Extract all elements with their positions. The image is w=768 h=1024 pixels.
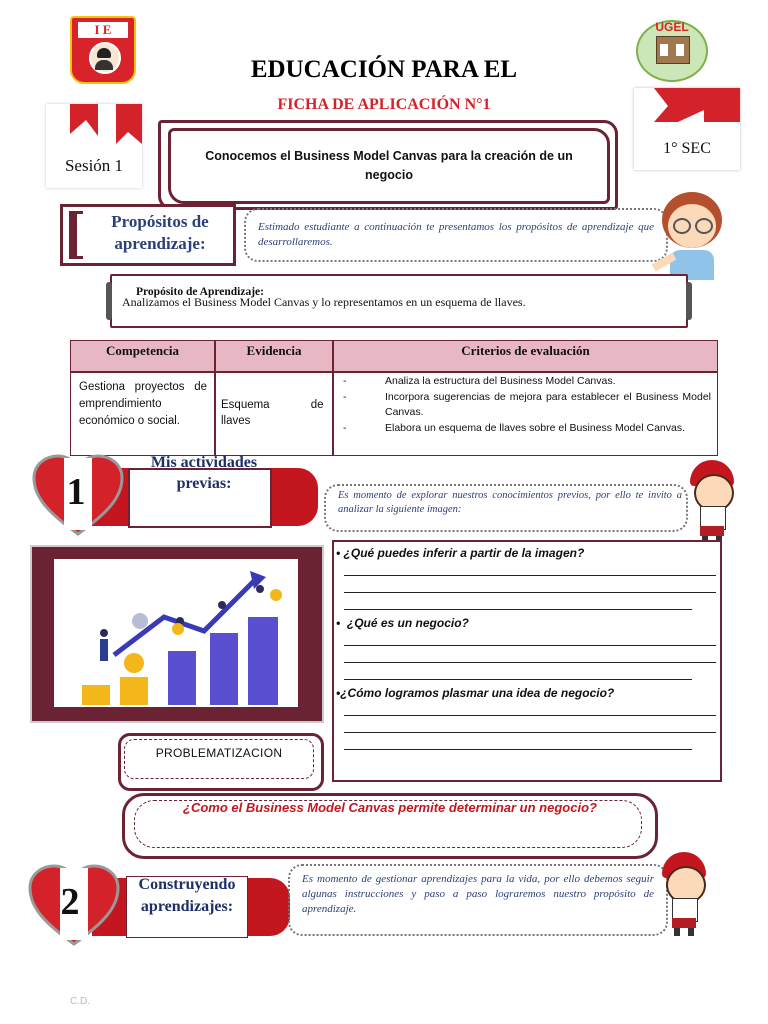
purposes-intro: Estimado estudiante a continuación te presentamos los propósitos de aprendizaje que desarrollaremos. bbox=[258, 221, 654, 248]
boy-avatar bbox=[652, 188, 732, 282]
answer-line[interactable] bbox=[344, 575, 716, 576]
answer-line[interactable] bbox=[344, 645, 716, 646]
session-label: Sesión 1 bbox=[64, 156, 124, 175]
cell-evidencia: Esquema de llaves bbox=[221, 399, 324, 427]
criterio-item: - Analiza la estructura del Business Model Canvas. bbox=[343, 375, 616, 387]
grade-badge bbox=[634, 88, 740, 170]
section1-intro: Es momento de explorar nuestros conocimientos previos, por ello te invito a analizar la siguiente imagen: bbox=[338, 490, 682, 515]
section2-intro-box bbox=[288, 864, 668, 936]
topic-box bbox=[168, 128, 610, 204]
problem-label: PROBLEMATIZACION bbox=[155, 746, 283, 760]
table-header-criterios: Criterios de evaluación bbox=[461, 343, 590, 358]
answer-line[interactable] bbox=[344, 679, 692, 680]
section1-title: Mis actividades previas: bbox=[150, 454, 258, 492]
purpose-box-text: Analizamos el Business Model Canvas y lo representamos en un esquema de llaves. bbox=[122, 295, 526, 309]
section1-number: 1 bbox=[66, 471, 86, 513]
boy-mascot bbox=[684, 460, 740, 544]
cell-competencia: Gestiona proyectos de emprendimiento económico o social. bbox=[79, 381, 207, 427]
question-item: • ¿Qué puedes inferir a partir de la imagen? bbox=[336, 546, 716, 610]
evaluation-table bbox=[70, 340, 718, 456]
growth-chart-icon bbox=[54, 559, 298, 707]
purpose-box bbox=[110, 274, 688, 328]
session-badge bbox=[46, 104, 142, 188]
section2-title: Construyendo aprendizajes: bbox=[138, 876, 236, 915]
answer-line[interactable] bbox=[344, 715, 716, 716]
criterio-item: - Elabora un esquema de llaves sobre el Business Model Canvas. bbox=[343, 421, 686, 434]
answer-line[interactable] bbox=[344, 662, 716, 663]
questions-box bbox=[332, 540, 722, 782]
section2-number: 2 bbox=[60, 881, 80, 923]
criterio-item: - Incorpora sugerencias de mejora para establecer el Business Model Canvas. bbox=[343, 390, 711, 418]
problem-question-box bbox=[134, 800, 642, 848]
question-item: •¿Cómo logramos plasmar una idea de negocio? bbox=[336, 686, 716, 750]
business-illustration bbox=[30, 545, 324, 723]
answer-line[interactable] bbox=[344, 749, 692, 750]
session-topic: Conocemos el Business Model Canvas para la creación de un negocio bbox=[205, 149, 573, 182]
problem-label-box bbox=[124, 739, 314, 779]
ugel-logo-text: UGEL bbox=[655, 20, 689, 34]
answer-line[interactable] bbox=[344, 732, 716, 733]
section2-intro: Es momento de gestionar aprendizajes para la vida, por ello debemos seguir algunas instrucciones y paso a paso lograremos nuestro propósito de aprendizaje. bbox=[302, 873, 654, 915]
table-header-competencia: Competencia bbox=[106, 343, 179, 358]
peru-flag-icon-2 bbox=[634, 88, 740, 128]
section1-intro-box bbox=[324, 484, 688, 532]
purpose-box-title: Propósito de Aprendizaje: bbox=[136, 286, 264, 298]
purposes-intro-box bbox=[244, 208, 668, 262]
footer-mark: C.D. bbox=[70, 996, 90, 1007]
boy-mascot-2 bbox=[656, 852, 712, 936]
purposes-heading: Propósitos de aprendizaje: bbox=[111, 212, 209, 253]
table-header-evidencia: Evidencia bbox=[246, 343, 302, 358]
question-item: • ¿Qué es un negocio? bbox=[336, 616, 716, 680]
page-title: EDUCACIÓN PARA EL bbox=[250, 56, 518, 83]
answer-line[interactable] bbox=[344, 592, 716, 593]
problem-question: ¿Como el Business Model Canvas permite determinar un negocio? bbox=[183, 800, 597, 815]
purposes-heading-box bbox=[60, 204, 236, 266]
answer-line[interactable] bbox=[344, 609, 692, 610]
grade-label: 1° SEC bbox=[663, 140, 711, 157]
worksheet-subtitle: FICHA DE APLICACIÓN N°1 bbox=[277, 96, 491, 113]
cell-criterios bbox=[343, 374, 711, 436]
school-logo-text: I E bbox=[78, 22, 128, 38]
peru-flag-icon bbox=[46, 104, 142, 144]
